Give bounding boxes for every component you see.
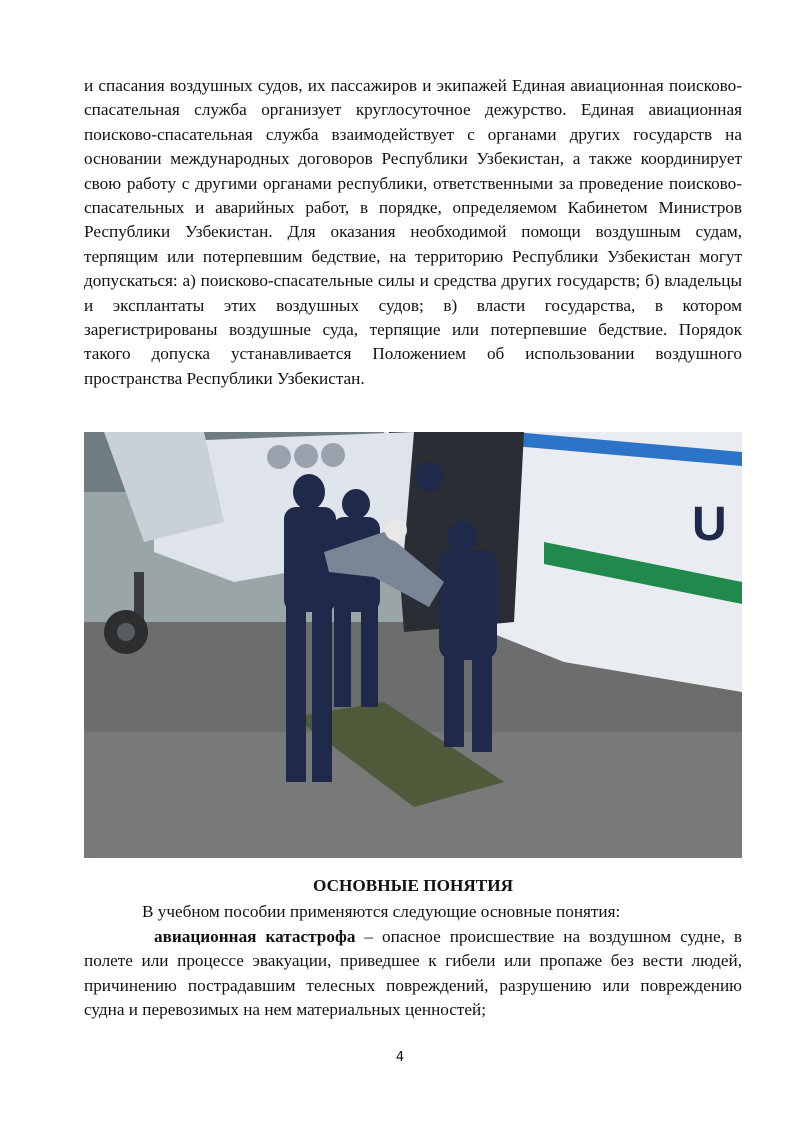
definition-paragraph: [84, 925, 742, 1023]
page-number: 4: [395, 1050, 405, 1065]
body-paragraph: и спасания воздушных судов, их пассажиров и экипажей Единая авиационная поисково-спасательная служба организует круглосуточное дежурство. Единая авиационная поисково-спасательная служба взаимодействует с органами других государств на основании международных договоров Республики Узбекистан, а также координирует свою работу с другими органами республики, ответственными за проведение поисково-спасательных и аварийных работ, в порядке, определяемом Кабинетом Министров Республики Узбекистан. Для оказания необходимой помощи воздушным судам, терпящим или потерпевшим бедствие, на территорию Республики Узбекистан могут допускаться: а) поисково-спасательные силы и средства других государств; б) владельцы и эксплантаты этих воздушных судов; в) власти государства, в котором зарегистрированы воздушные суда, терпящие или потерпевшие бедствие. Порядок такого допуска устанавливается Положением об использовании воздушного пространства Республики Узбекистан.: [84, 76, 742, 388]
rescue-photo-illustration: [84, 432, 742, 858]
body-text-block: [84, 74, 742, 391]
intro-text: В учебном пособии применяются следующие основные понятия:: [142, 902, 621, 921]
definition-text: – опасное происшествие на воздушном судне, в полете или процессе эвакуации, приведшее к гибели или пропаже без вести людей, причинению пострадавшим телесных повреждений, разрушению или повреждению судна и перевозимых на нем материальных ценностей;: [84, 927, 742, 1020]
definition-term: авиационная катастрофа: [154, 927, 356, 946]
rescue-photo: [84, 432, 742, 858]
section-heading: ОСНОВНЫЕ ПОНЯТИЯ: [313, 876, 513, 895]
plane-text: U: [692, 498, 727, 551]
